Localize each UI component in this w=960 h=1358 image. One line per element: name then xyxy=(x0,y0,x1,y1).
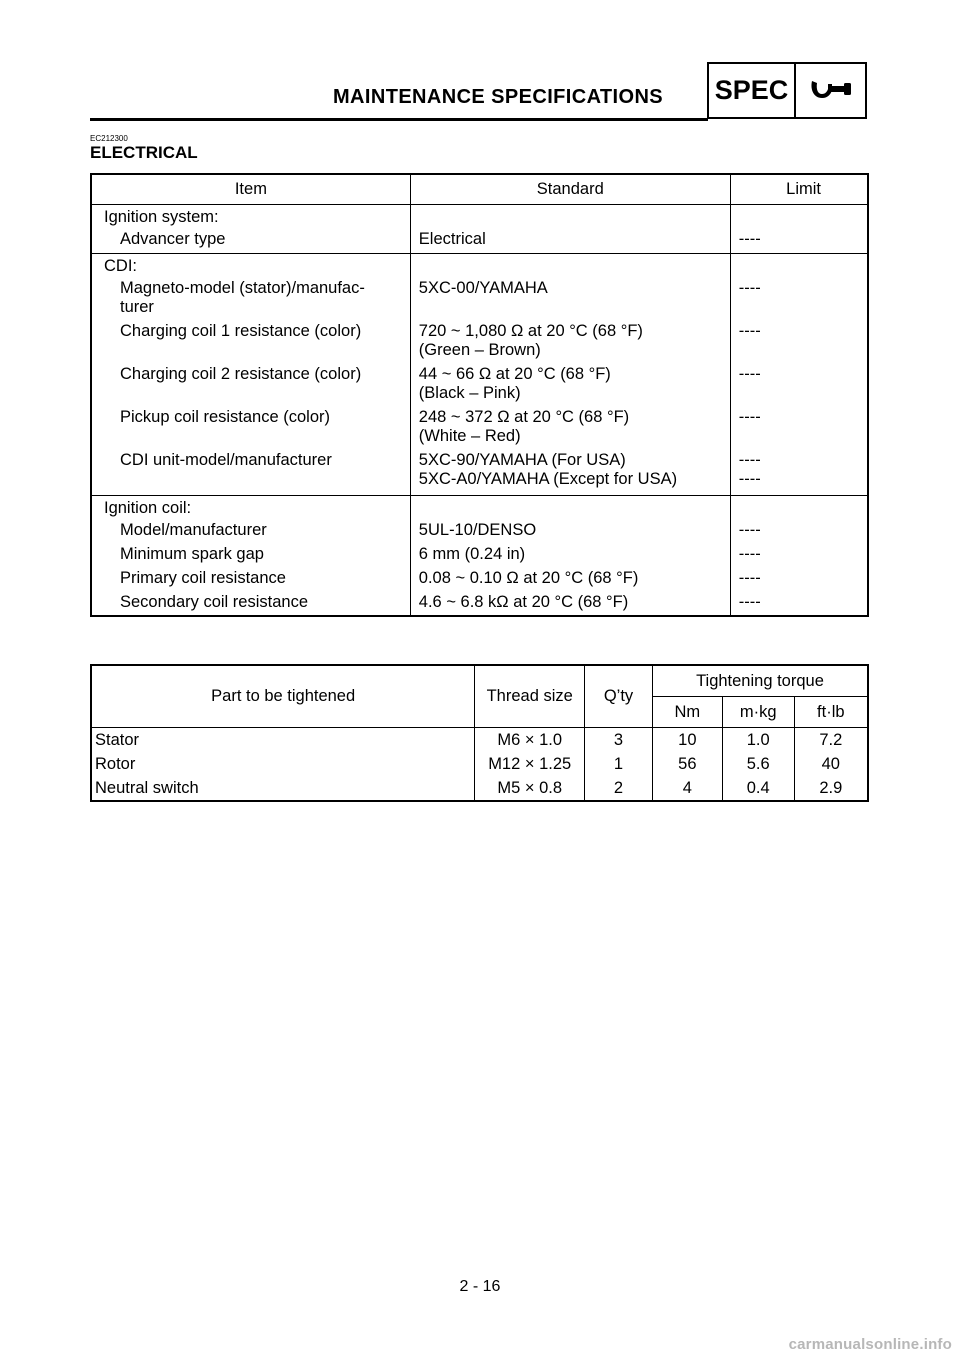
column-header-mkg: m·kg xyxy=(722,697,794,728)
table-row: Charging coil 2 resistance (color) 44 ~ 66 Ω at 20 °C (68 °F) (Black – Pink) ---- xyxy=(91,362,868,405)
wrench-icon xyxy=(796,64,865,117)
column-header-quantity: Q’ty xyxy=(585,665,653,728)
page-number: 2 - 16 xyxy=(459,1278,501,1295)
column-header-thread-size: Thread size xyxy=(475,665,585,728)
table-row: Neutral switch M5 × 0.8 2 4 0.4 2.9 xyxy=(91,776,868,801)
table-row: Rotor M12 × 1.25 1 56 5.6 40 xyxy=(91,752,868,776)
table-row: Magneto-model (stator)/manufac- turer 5XC-00/YAMAHA ---- xyxy=(91,276,868,319)
group-heading-ignition-system: Ignition system: xyxy=(91,205,868,228)
table-row: Minimum spark gap 6 mm (0.24 in) ---- xyxy=(91,542,868,566)
header-rule xyxy=(90,118,708,121)
table-row: Secondary coil resistance 4.6 ~ 6.8 kΩ at 20 °C (68 °F) ---- xyxy=(91,590,868,616)
column-header-part: Part to be tightened xyxy=(91,665,475,728)
table-header-row xyxy=(91,665,868,697)
column-header-ftlb: ft·lb xyxy=(794,697,868,728)
column-header-nm: Nm xyxy=(652,697,722,728)
table-row: Stator M6 × 1.0 3 10 1.0 7.2 xyxy=(91,728,868,753)
group-heading-cdi: CDI: xyxy=(91,254,868,277)
section-code: EC212300 xyxy=(90,134,128,143)
table-row: Model/manufacturer 5UL-10/DENSO ---- xyxy=(91,518,868,542)
table-row: CDI unit-model/manufacturer 5XC-90/YAMAHA (For USA) 5XC-A0/YAMAHA (Except for USA) ---- ---- xyxy=(91,448,868,496)
column-header-tightening-torque: Tightening torque xyxy=(652,665,868,697)
table-row: Primary coil resistance 0.08 ~ 0.10 Ω at 20 °C (68 °F) ---- xyxy=(91,566,868,590)
column-header-standard: Standard xyxy=(410,174,730,205)
column-header-limit: Limit xyxy=(730,174,868,205)
watermark: carmanualsonline.info xyxy=(788,1336,952,1353)
table-header-row xyxy=(91,174,868,205)
section-title: ELECTRICAL xyxy=(90,143,198,162)
tightening-torque-table xyxy=(90,664,869,802)
spec-badge xyxy=(707,62,867,119)
table-row: Charging coil 1 resistance (color) 720 ~ 1,080 Ω at 20 °C (68 °F) (Green – Brown) ---- xyxy=(91,319,868,362)
table-row: Advancer type Electrical ---- xyxy=(91,227,868,254)
spec-label: SPEC xyxy=(709,64,796,117)
page-title: MAINTENANCE SPECIFICATIONS xyxy=(333,86,664,108)
column-header-item: Item xyxy=(91,174,410,205)
electrical-spec-table xyxy=(90,173,869,617)
group-heading-ignition-coil: Ignition coil: xyxy=(91,496,868,519)
table-row: Pickup coil resistance (color) 248 ~ 372 Ω at 20 °C (68 °F) (White – Red) ---- xyxy=(91,405,868,448)
